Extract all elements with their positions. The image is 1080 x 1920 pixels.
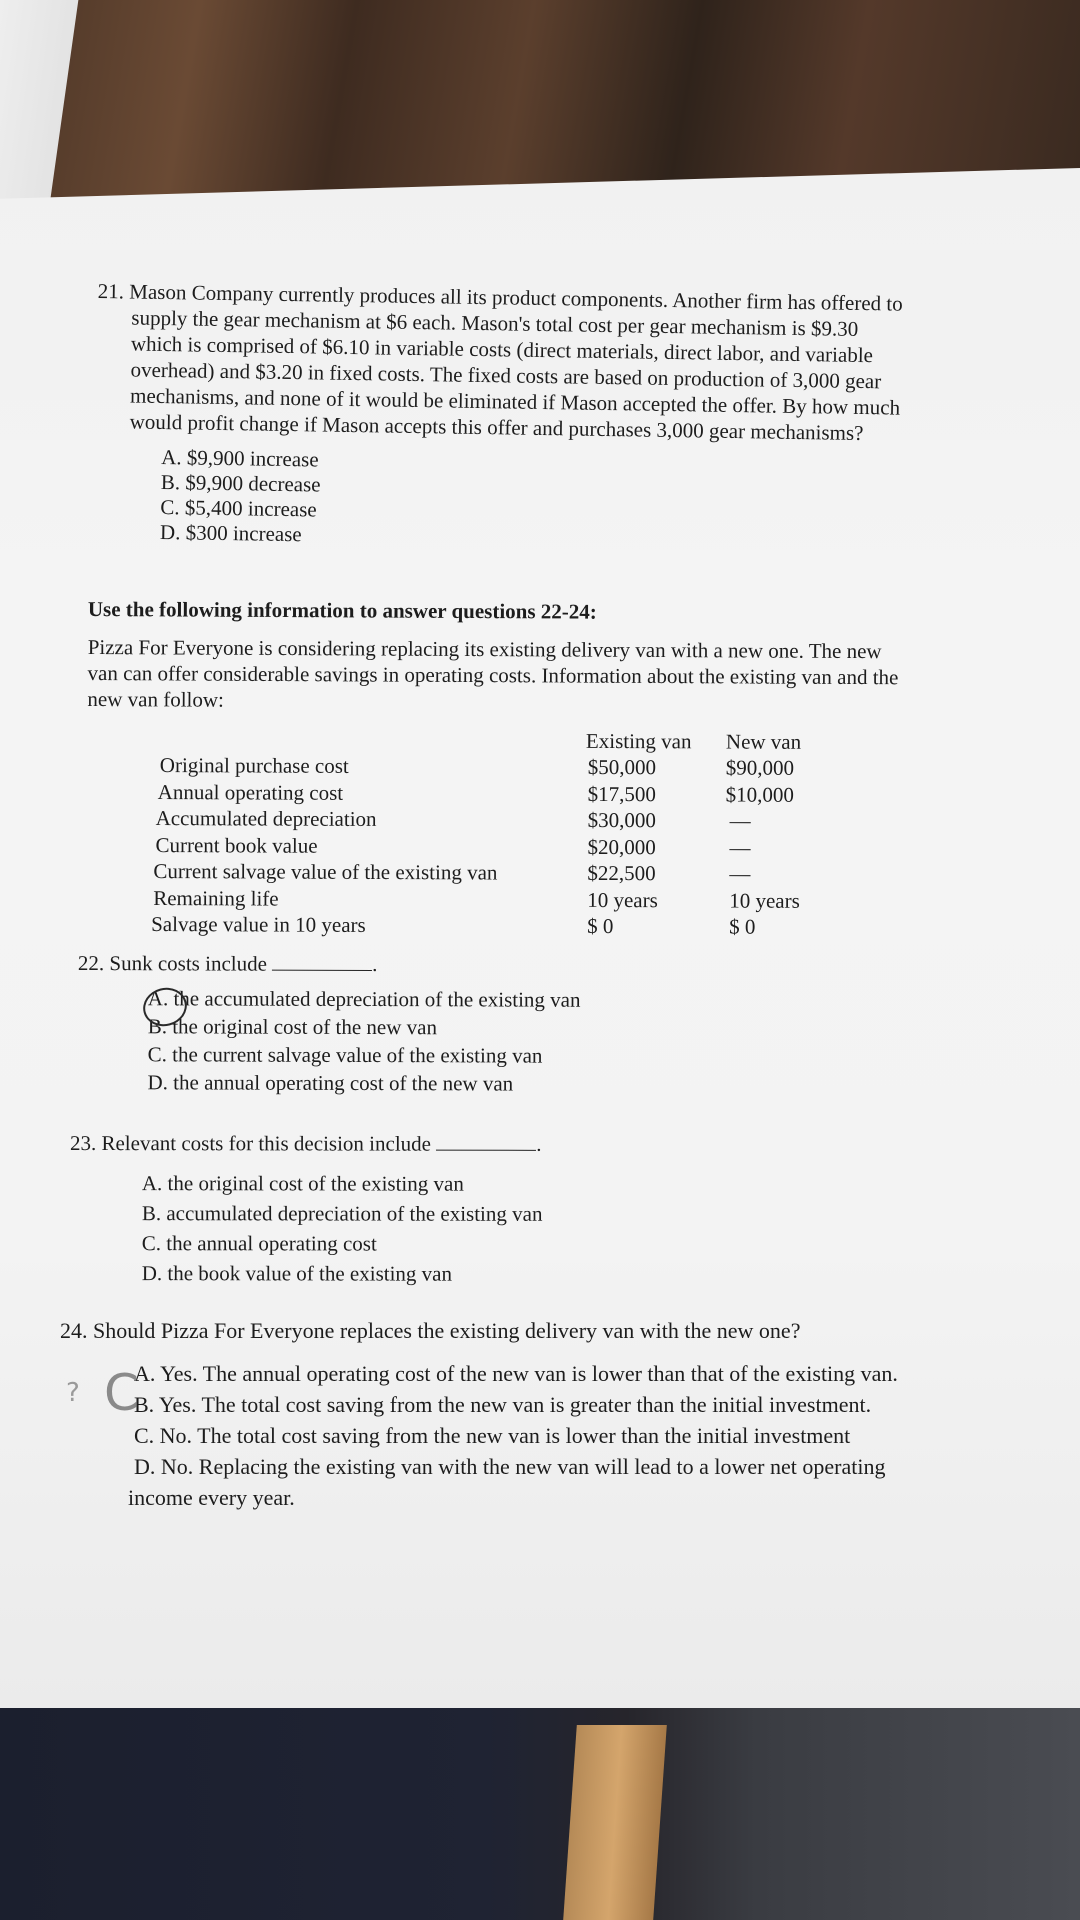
question-21-line-1: Mason Company currently produces all its product components. Another firm has offered to [129, 279, 903, 316]
row-new-value: — [729, 835, 751, 860]
column-new-van: New van [725, 729, 802, 754]
row-existing-value: $50,000 [587, 754, 657, 780]
question-21-line-2: supply the gear mechanism at $6 each. Mason's total cost per gear mechanism is $9.30 [131, 305, 859, 341]
table-row [151, 858, 851, 888]
question-24-option-c: C. No. The total cost saving from the new van is lower than the initial investment [134, 1423, 851, 1448]
question-21-line-4: overhead) and $3.20 in fixed costs. The fixed costs are based on production of 3,000 gear [130, 357, 882, 394]
question-24-prompt: 24. Should Pizza For Everyone replaces the existing delivery van with the new one? [60, 1318, 801, 1343]
info-line-2: van can offer considerable savings in operating costs. Information about the existing van and the [87, 660, 899, 690]
row-existing-value: $30,000 [587, 807, 656, 833]
table-row [151, 884, 851, 914]
table-row [151, 911, 851, 941]
question-24-option-a: A. Yes. The annual operating cost of the new van is lower than that of the existing van. [134, 1361, 898, 1386]
row-label: Original purchase cost [159, 753, 349, 778]
question-22-option-d: D. the annual operating cost of the new van [147, 1070, 514, 1096]
question-24-option-d: D. No. Replacing the existing van with the new van will lead to a lower net operating [134, 1454, 886, 1479]
row-label: Remaining life [153, 885, 279, 911]
question-22-option-a: A. the accumulated depreciation of the existing van [147, 986, 581, 1012]
info-body [87, 634, 1007, 717]
question-22 [77, 950, 978, 1099]
question-23-period: . [536, 1131, 542, 1156]
info-line-3: new van follow: [87, 686, 225, 712]
row-existing-value: $20,000 [587, 834, 656, 859]
question-21-option-b: B. $9,900 decrease [160, 470, 321, 497]
table-row [152, 752, 852, 782]
info-22-24 [87, 596, 1008, 717]
van-comparison-table [151, 726, 852, 941]
question-23-option-a: A. the original cost of the existing van [141, 1171, 464, 1196]
row-existing-value: 10 years [587, 887, 658, 912]
question-23 [70, 1130, 970, 1290]
question-24-option-b: B. Yes. The total cost saving from the new van is greater than the initial investment. [134, 1392, 872, 1417]
question-22-options [77, 984, 977, 1099]
row-new-value: $10,000 [725, 782, 795, 807]
question-23-prompt [70, 1130, 970, 1158]
info-line-1: Pizza For Everyone is considering replacing its existing delivery van with a new one. The new [87, 634, 882, 664]
row-existing-value: $22,500 [587, 860, 656, 886]
question-23-options [70, 1168, 970, 1290]
question-22-period: . [372, 952, 378, 977]
question-22-prompt [78, 950, 978, 979]
row-label: Accumulated depreciation [155, 806, 377, 831]
row-existing-value: $17,500 [587, 781, 657, 806]
question-22-option-c: C. the current salvage value of the existing van [147, 1042, 543, 1068]
question-21-options [94, 444, 975, 558]
handwritten-question-mark: ? [66, 1378, 80, 1408]
question-21 [94, 278, 978, 558]
question-21-line-6: would profit change if Mason accepts this offer and purchases 3,000 gear mechanisms? [129, 409, 864, 446]
info-title: Use the following information to answer questions 22-24: [87, 597, 597, 624]
question-24-option-d-continued: income every year. [128, 1485, 295, 1510]
table-row [152, 778, 852, 808]
row-new-value: 10 years [729, 888, 800, 913]
question-22-text: 22. Sunk costs include [77, 951, 267, 976]
table-row [152, 805, 852, 835]
row-new-value: $ 0 [729, 914, 756, 939]
question-21-line-5: mechanisms, and none of it would be eliminated if Mason accepted the offer. By how much [129, 383, 901, 420]
answer-blank [436, 1132, 536, 1151]
question-21-option-a: A. $9,900 increase [161, 445, 319, 472]
row-label: Current book value [155, 832, 318, 858]
row-label: Salvage value in 10 years [151, 911, 366, 937]
question-23-option-b: B. accumulated depreciation of the existing van [141, 1201, 543, 1226]
row-label: Current salvage value of the existing van [153, 859, 498, 885]
question-21-option-d: D. $300 increase [159, 520, 302, 547]
row-label: Annual operating cost [157, 779, 344, 805]
question-24 [60, 1318, 1020, 1513]
row-existing-value: $ 0 [587, 913, 614, 939]
question-21-number: 21. [97, 278, 125, 304]
question-21-option-c: C. $5,400 increase [160, 495, 317, 522]
question-23-text: 23. Relevant costs for this decision include [69, 1131, 432, 1156]
row-new-value: — [729, 861, 751, 886]
question-23-option-d: D. the book value of the existing van [141, 1261, 453, 1286]
answer-blank [272, 952, 372, 971]
row-new-value: $90,000 [725, 755, 795, 780]
column-existing-van: Existing van [585, 728, 692, 754]
handwritten-c-mark: C [104, 1364, 139, 1422]
question-22-option-b: B. the original cost of the new van [147, 1014, 438, 1040]
table-header [152, 726, 852, 755]
row-new-value: — [729, 808, 751, 833]
question-21-line-3: which is comprised of $6.10 in variable costs (direct materials, direct labor, and variable [130, 331, 874, 368]
question-24-options [60, 1358, 1020, 1513]
table-row [151, 831, 851, 861]
question-23-option-c: C. the annual operating cost [141, 1231, 377, 1256]
